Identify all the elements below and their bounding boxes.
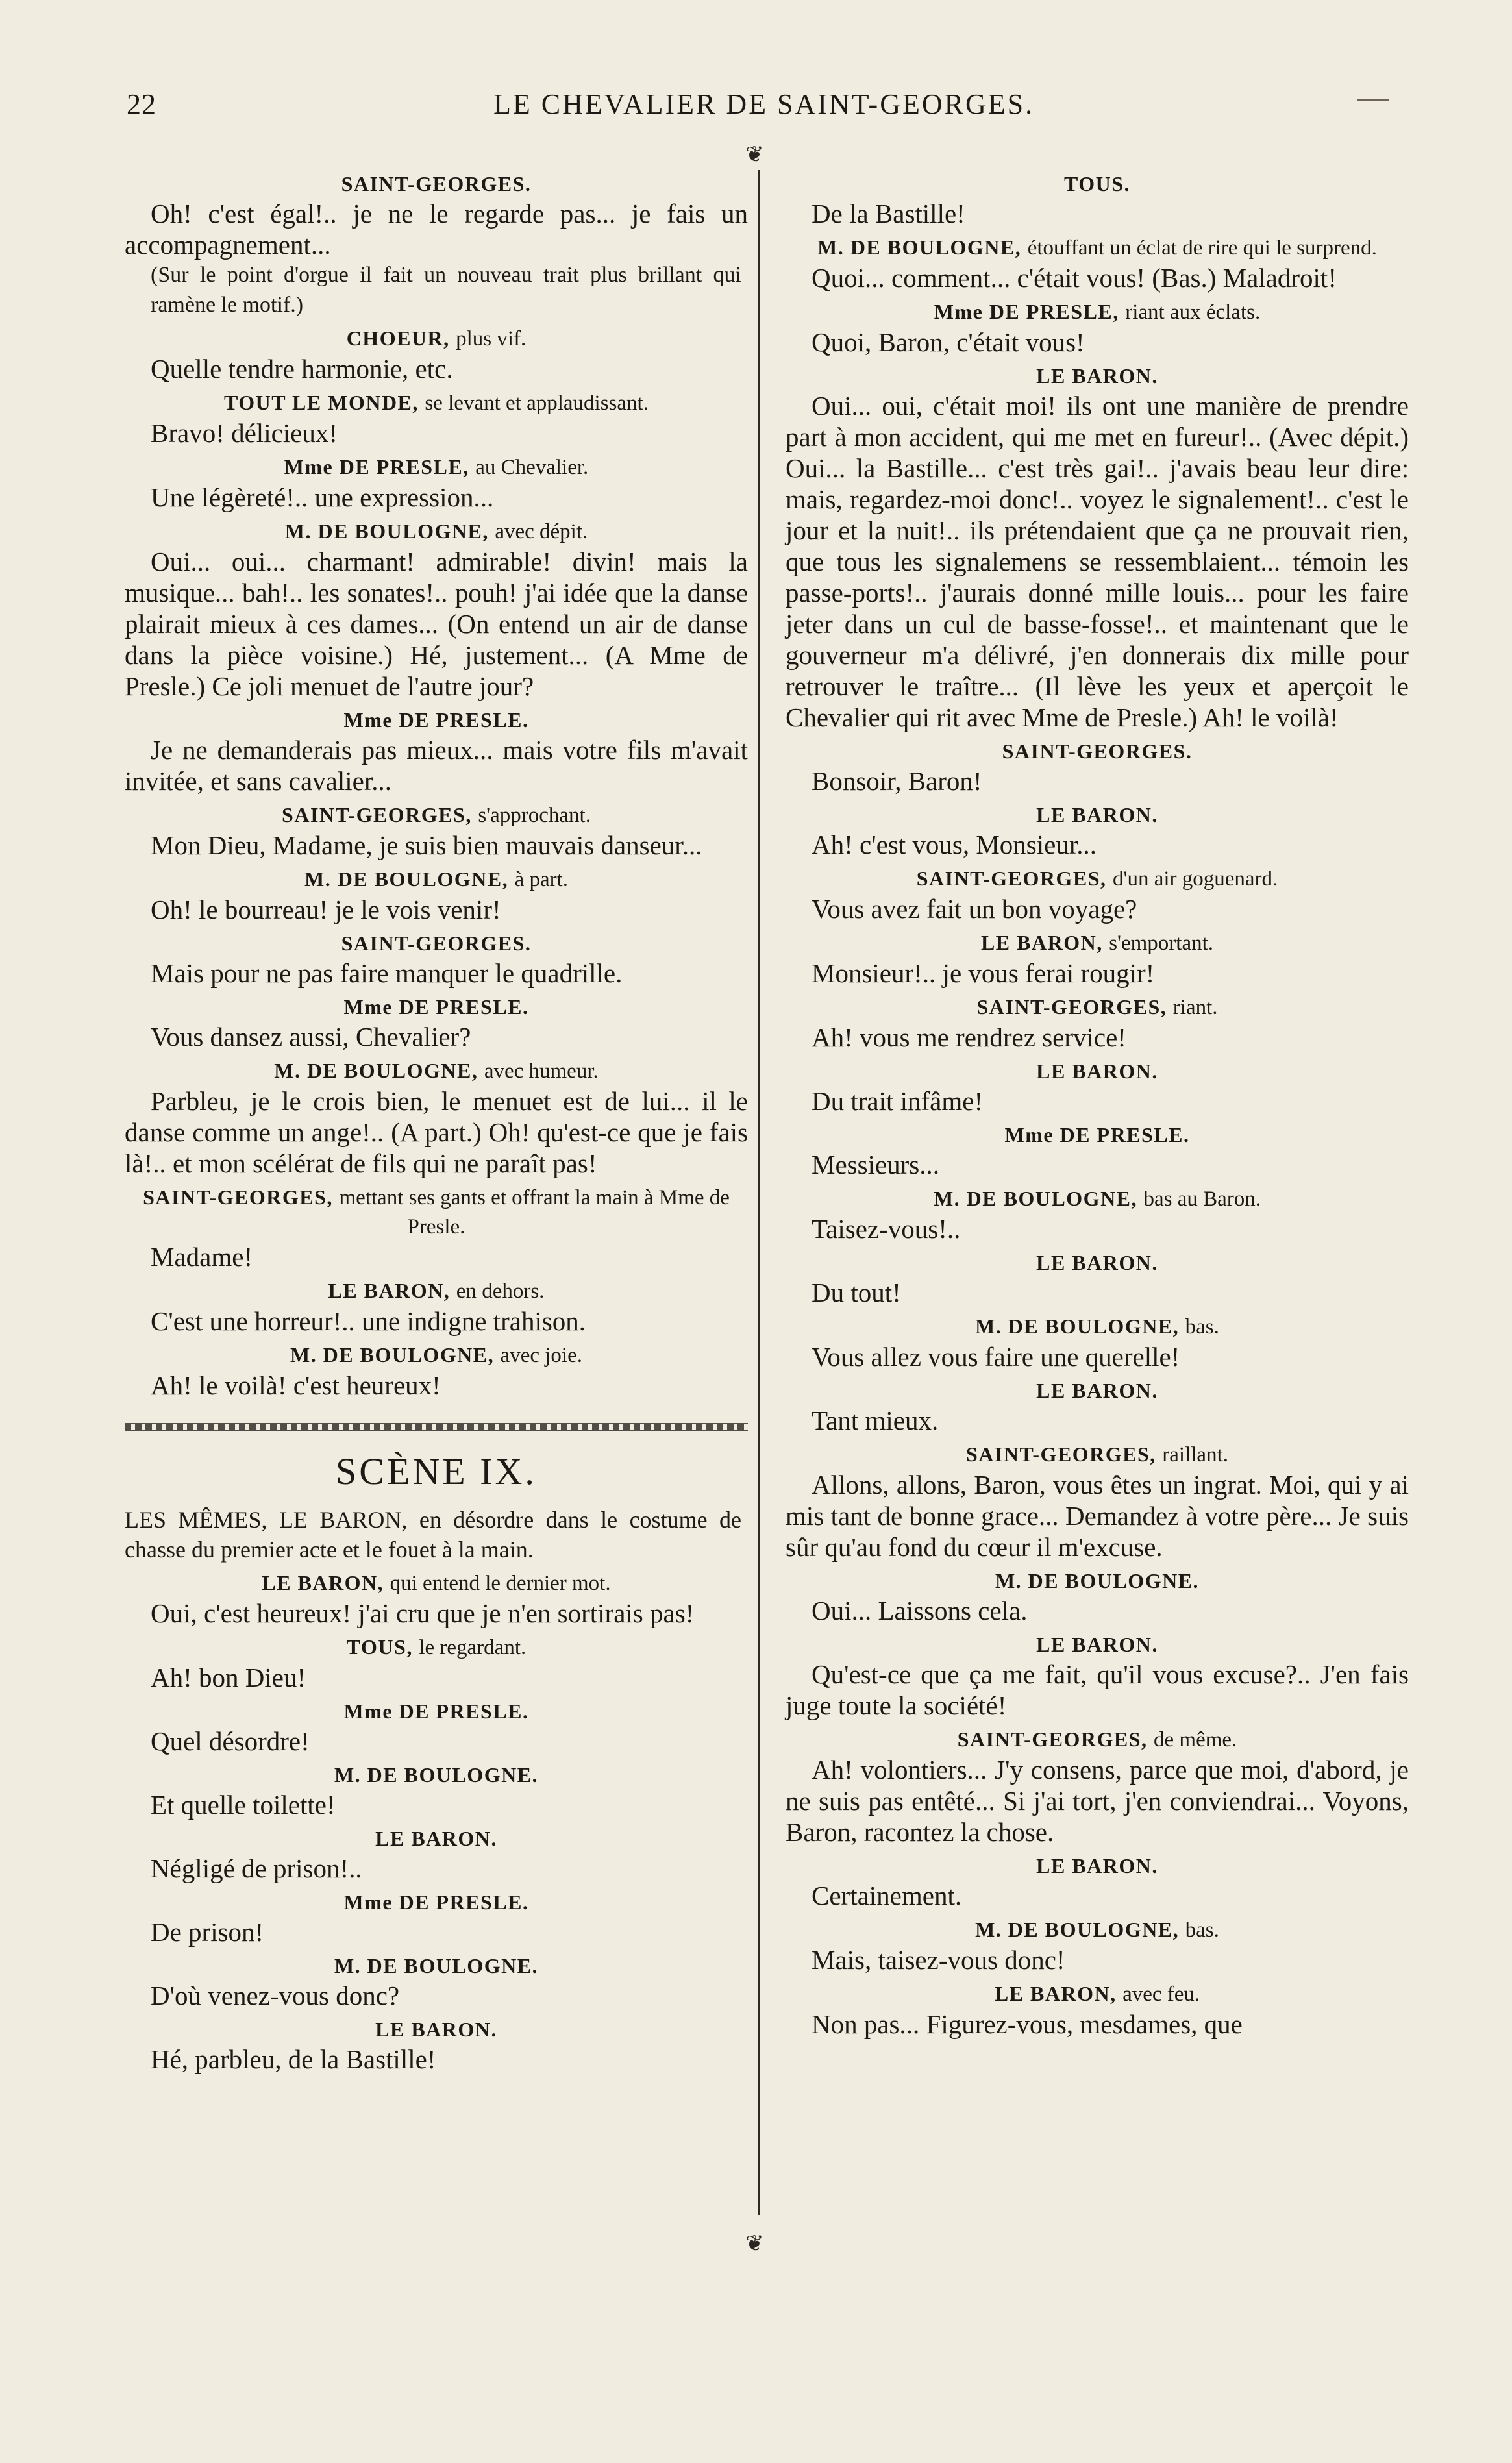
speaker-cue (786, 1630, 1409, 1659)
dialogue-line: Ah! le voilà! c'est heureux! (151, 1370, 441, 1400)
speaker-cue (786, 233, 1409, 262)
dialogue-line: Taisez-vous!.. (812, 1214, 961, 1244)
dialogue-line: Du trait infâme! (812, 1086, 984, 1116)
speaker-name: LE BARON. (1036, 1633, 1158, 1656)
speaker-name: M. DE BOULOGNE, (284, 519, 489, 543)
stage-direction: riant aux éclats. (1125, 301, 1261, 324)
dialogue-line: Oui... oui, c'était moi! ils ont une manière de prendre part à mon accident, qui me met en fureur!.. (Avec dépit.) Oui... la Bastille... c'est très gai!.. j'avais beau leur dire: mais, regardez-moi donc!.. voyez le signalement!.. c'est le jour et la nuit!.. ils prétendaient que ça ne prouvait rien, que tous les signalemens se ressemblaient... témoin les passe-ports!.. j'aurais donné mille louis... pour les faire jeter dans un cul de basse-fosse!.. et maintenant que le gouverneur m'a délivré, j'en donnerais dix mille pour retrouver le traître... (Il lève les yeux et aperçoit le Chevalier qui rit avec Mme de Presle.) Ah! le voilà! (786, 391, 1409, 732)
speaker-name: Mme DE PRESLE, (934, 300, 1119, 323)
right-dialogue (786, 169, 1409, 2040)
dialogue-line: Oh! le bourreau! je le vois venir! (151, 895, 501, 924)
speaker-cue (786, 1979, 1409, 2009)
speaker-name: LE BARON. (1036, 1854, 1158, 1877)
dialogue-line: Vous dansez aussi, Chevalier? (151, 1022, 471, 1052)
stage-direction: se levant et applaudissant. (425, 391, 649, 415)
column-divider (758, 170, 760, 2215)
speaker-cue (786, 928, 1409, 958)
speaker-cue (786, 1248, 1409, 1277)
speaker-cue (786, 993, 1409, 1022)
stage-direction: avec joie. (500, 1344, 582, 1367)
speaker-name: LE BARON. (1036, 364, 1158, 388)
speaker-cue (125, 517, 748, 546)
speaker-name: SAINT-GEORGES. (1002, 739, 1193, 763)
speaker-name: LE BARON. (1036, 1251, 1158, 1274)
speaker-name: LE BARON. (1036, 1059, 1158, 1083)
scene-title: SCÈNE IX. (336, 1450, 537, 1492)
speaker-cue (125, 865, 748, 894)
stage-direction: en dehors. (456, 1280, 545, 1303)
dialogue-line: C'est une horreur!.. une indigne trahison. (151, 1306, 586, 1336)
stage-direction: de même. (1154, 1728, 1237, 1751)
stage-direction: le regardant. (419, 1636, 527, 1659)
stage-direction: étouffant un éclat de rire qui le surprend. (1027, 236, 1377, 260)
stage-direction: bas. (1185, 1918, 1219, 1942)
speaker-cue (786, 864, 1409, 893)
stage-direction: riant. (1172, 996, 1218, 1019)
stage-direction: avec feu. (1122, 1983, 1200, 2006)
speaker-cue (125, 1888, 748, 1916)
dialogue-line: Oh! c'est égal!.. je ne le regarde pas... je fais un accompagnement... (125, 199, 748, 260)
dialogue-line: Ah! bon Dieu! (151, 1663, 306, 1692)
speaker-cue (786, 1057, 1409, 1085)
dialogue-line: Quelle tendre harmonie, etc. (151, 354, 453, 384)
dialogue-line: Et quelle toilette! (151, 1790, 336, 1820)
dialogue-line: De prison! (151, 1917, 264, 1947)
speaker-cue (125, 1568, 748, 1598)
speaker-cue (125, 2015, 748, 2044)
dialogue-line: Bonsoir, Baron! (812, 766, 982, 796)
speaker-name: Mme DE PRESLE. (343, 1700, 529, 1723)
stage-direction: bas. (1185, 1315, 1219, 1339)
speaker-cue (125, 1824, 748, 1853)
speaker-cue (125, 929, 748, 958)
speaker-cue (786, 1851, 1409, 1880)
stage-direction: à part. (514, 868, 569, 891)
dialogue-line: Mais, taisez-vous donc! (812, 1945, 1065, 1975)
speaker-name: Mme DE PRESLE. (343, 1890, 529, 1914)
speaker-cue (125, 1761, 748, 1789)
stage-direction: raillant. (1162, 1443, 1228, 1467)
stage-direction: s'emportant. (1109, 932, 1214, 955)
dialogue-line: Une légèreté!.. une expression... (151, 482, 494, 512)
speaker-name: M. DE BOULOGNE, (274, 1059, 478, 1082)
speaker-name: M. DE BOULOGNE, (975, 1918, 1180, 1941)
right-column (786, 166, 1409, 2040)
dialogue-line: Vous allez vous faire une querelle! (812, 1342, 1180, 1372)
speaker-name: SAINT-GEORGES, (976, 995, 1167, 1019)
dialogue-line: Quoi, Baron, c'était vous! (812, 327, 1085, 357)
speaker-name: SAINT-GEORGES. (341, 172, 532, 195)
speaker-name: SAINT-GEORGES, (965, 1442, 1156, 1466)
dialogue-line: Tant mieux. (812, 1405, 939, 1435)
stage-direction: qui entend le dernier mot. (390, 1572, 611, 1595)
speaker-cue (125, 706, 748, 734)
top-ornament-icon: ❦ (745, 143, 764, 167)
speaker-cue (125, 169, 748, 198)
dialogue-line: Bravo! délicieux! (151, 418, 338, 448)
dialogue-line: Ah! c'est vous, Monsieur... (812, 830, 1097, 860)
speaker-cue (786, 800, 1409, 829)
scene-separator (125, 1423, 748, 1431)
speaker-cue (125, 1183, 748, 1241)
stage-direction: avec dépit. (495, 520, 588, 543)
speaker-name: LE BARON. (375, 1827, 497, 1850)
speaker-name: LE BARON. (1036, 1379, 1158, 1402)
speaker-name: LE BARON. (375, 2018, 497, 2041)
dialogue-line: Certainement. (812, 1881, 962, 1911)
speaker-name: SAINT-GEORGES, (282, 803, 472, 826)
speaker-name: M. DE BOULOGNE, (304, 867, 509, 891)
speaker-name: M. DE BOULOGNE. (334, 1763, 539, 1787)
speaker-name: SAINT-GEORGES, (143, 1185, 333, 1209)
speaker-name: Mme DE PRESLE. (343, 708, 529, 732)
dialogue-line: Ah! vous me rendrez service! (812, 1022, 1126, 1052)
dialogue-line: Allons, allons, Baron, vous êtes un ingrat. Moi, qui y ai mis tant de bonne grace... Demandez à votre père... Je suis sûr qu'au fond du cœur il m'excuse. (786, 1470, 1409, 1562)
speaker-name: Mme DE PRESLE. (343, 995, 529, 1019)
dialogue-line: Monsieur!.. je vous ferai rougir! (812, 958, 1155, 988)
speaker-cue (125, 993, 748, 1021)
dialogue-line: Du tout! (812, 1278, 901, 1307)
speaker-cue (786, 169, 1409, 198)
dialogue-line: Quoi... comment... c'était vous! (Bas.) Maladroit! (812, 263, 1337, 293)
speaker-name: TOUS, (346, 1635, 413, 1659)
speaker-name: M. DE BOULOGNE. (995, 1569, 1200, 1592)
speaker-cue (786, 1312, 1409, 1341)
stage-direction: d'un air goguenard. (1113, 867, 1278, 891)
dialogue-line: D'où venez-vous donc? (151, 1981, 400, 2011)
dialogue-line: Messieurs... (812, 1150, 940, 1180)
dialogue-line: Mon Dieu, Madame, je suis bien mauvais danseur... (151, 830, 702, 860)
speaker-cue (125, 1697, 748, 1726)
running-title: LE CHEVALIER DE SAINT-GEORGES. (493, 88, 1035, 120)
speaker-name: LE BARON, (994, 1982, 1117, 2005)
dialogue-line: Madame! (151, 1242, 253, 1272)
speaker-name: Mme DE PRESLE. (1004, 1123, 1190, 1146)
speaker-name: TOUS. (1063, 172, 1131, 195)
stage-direction: s'approchant. (478, 804, 591, 827)
speaker-cue (125, 324, 748, 353)
speaker-name: M. DE BOULOGNE, (933, 1187, 1138, 1210)
speaker-name: LE BARON. (1036, 803, 1158, 826)
left-dialogue-after (125, 1568, 748, 2075)
speaker-name: M. DE BOULOGNE, (975, 1315, 1180, 1338)
header-rule (1357, 99, 1389, 101)
dialogue-line: Hé, parbleu, de la Bastille! (151, 2044, 436, 2074)
dialogue-line: Oui... Laissons cela. (812, 1596, 1028, 1626)
dialogue-line: Qu'est-ce que ça me fait, qu'il vous excuse?.. J'en fais juge toute la société! (786, 1659, 1409, 1720)
stage-direction: bas au Baron. (1143, 1187, 1261, 1211)
speaker-cue (786, 1725, 1409, 1754)
speaker-cue (125, 1951, 748, 1980)
speaker-cue (125, 1056, 748, 1085)
left-dialogue (125, 169, 748, 1401)
page-header (117, 88, 1389, 127)
dialogue-line: De la Bastille! (812, 199, 965, 229)
dialogue-line: Oui, c'est heureux! j'ai cru que je n'en sortirais pas! (151, 1598, 695, 1628)
speaker-name: M. DE BOULOGNE, (290, 1343, 495, 1367)
speaker-name: CHOEUR, (346, 327, 450, 350)
speaker-cue (786, 297, 1409, 327)
stage-direction: avec humeur. (484, 1059, 599, 1083)
dialogue-line: Mais pour ne pas faire manquer le quadrille. (151, 958, 623, 988)
stage-direction-paragraph: (Sur le point d'orgue il fait un nouveau trait plus brillant qui ramène le motif.) (151, 263, 741, 317)
speaker-name: SAINT-GEORGES, (916, 867, 1107, 890)
speaker-cue (125, 1633, 748, 1662)
speaker-name: M. DE BOULOGNE. (334, 1954, 539, 1977)
speaker-cue (125, 388, 748, 417)
speaker-name: LE BARON, (980, 931, 1103, 954)
stage-direction: plus vif. (456, 327, 527, 351)
dialogue-line: Ah! volontiers... J'y consens, parce que moi, d'abord, je ne suis pas entêté... Si j'ai tort, j'en conviendrai... Voyons, Baron, racontez la chose. (786, 1755, 1409, 1847)
dialogue-line: Vous avez fait un bon voyage? (812, 894, 1137, 924)
dialogue-line: Quel désordre! (151, 1726, 310, 1756)
stage-direction: au Chevalier. (475, 456, 589, 479)
speaker-name: SAINT-GEORGES, (957, 1727, 1148, 1751)
speaker-cue (125, 1341, 748, 1370)
speaker-cue (786, 1184, 1409, 1213)
dialogue-line: Négligé de prison!.. (151, 1853, 362, 1883)
speaker-cue (786, 1376, 1409, 1405)
speaker-cue (125, 452, 748, 482)
dialogue-line: Parbleu, je le crois bien, le menuet est de lui... il le danse comme un ange!.. (A part.) Oh! qu'est-ce que je fais là!.. et mon scélérat de fils qui ne paraît pas! (125, 1086, 748, 1178)
speaker-name: Mme DE PRESLE, (284, 455, 469, 478)
speaker-cue (786, 362, 1409, 390)
speaker-cue (786, 1440, 1409, 1469)
left-column (125, 166, 748, 2075)
speaker-name: LE BARON, (328, 1279, 451, 1302)
speaker-cue (125, 1276, 748, 1306)
speaker-name: SAINT-GEORGES. (341, 932, 532, 955)
dialogue-line: Oui... oui... charmant! admirable! divin! mais la musique... bah!.. les sonates!.. pouh! j'ai idée que la danse plairait mieux à ces dames... (On entend un air de danse dans la pièce voisine.) Hé, justement... (A Mme de Presle.) Ce joli menuet de l'autre jour? (125, 547, 748, 701)
speaker-cue (786, 737, 1409, 765)
speaker-cue (786, 1566, 1409, 1595)
speaker-name: LE BARON, (262, 1571, 384, 1594)
dialogue-line: Non pas... Figurez-vous, mesdames, que (812, 2009, 1243, 2039)
speaker-name: TOUT LE MONDE, (224, 391, 419, 414)
speaker-cue (786, 1915, 1409, 1944)
bottom-ornament-icon: ❦ (745, 2232, 764, 2256)
speaker-cue (125, 800, 748, 830)
speaker-cue (786, 1120, 1409, 1149)
dialogue-line: Je ne demanderais pas mieux... mais votre fils m'avait invitée, et sans cavalier... (125, 735, 748, 796)
stage-direction: mettant ses gants et offrant la main à Mme de Presle. (339, 1186, 730, 1239)
page-number: 22 (127, 88, 156, 120)
scene-cast: LES MÊMES, LE BARON, en désordre dans le costume de chasse du premier acte et le fouet à la main. (125, 1507, 741, 1563)
speaker-name: M. DE BOULOGNE, (817, 236, 1022, 259)
